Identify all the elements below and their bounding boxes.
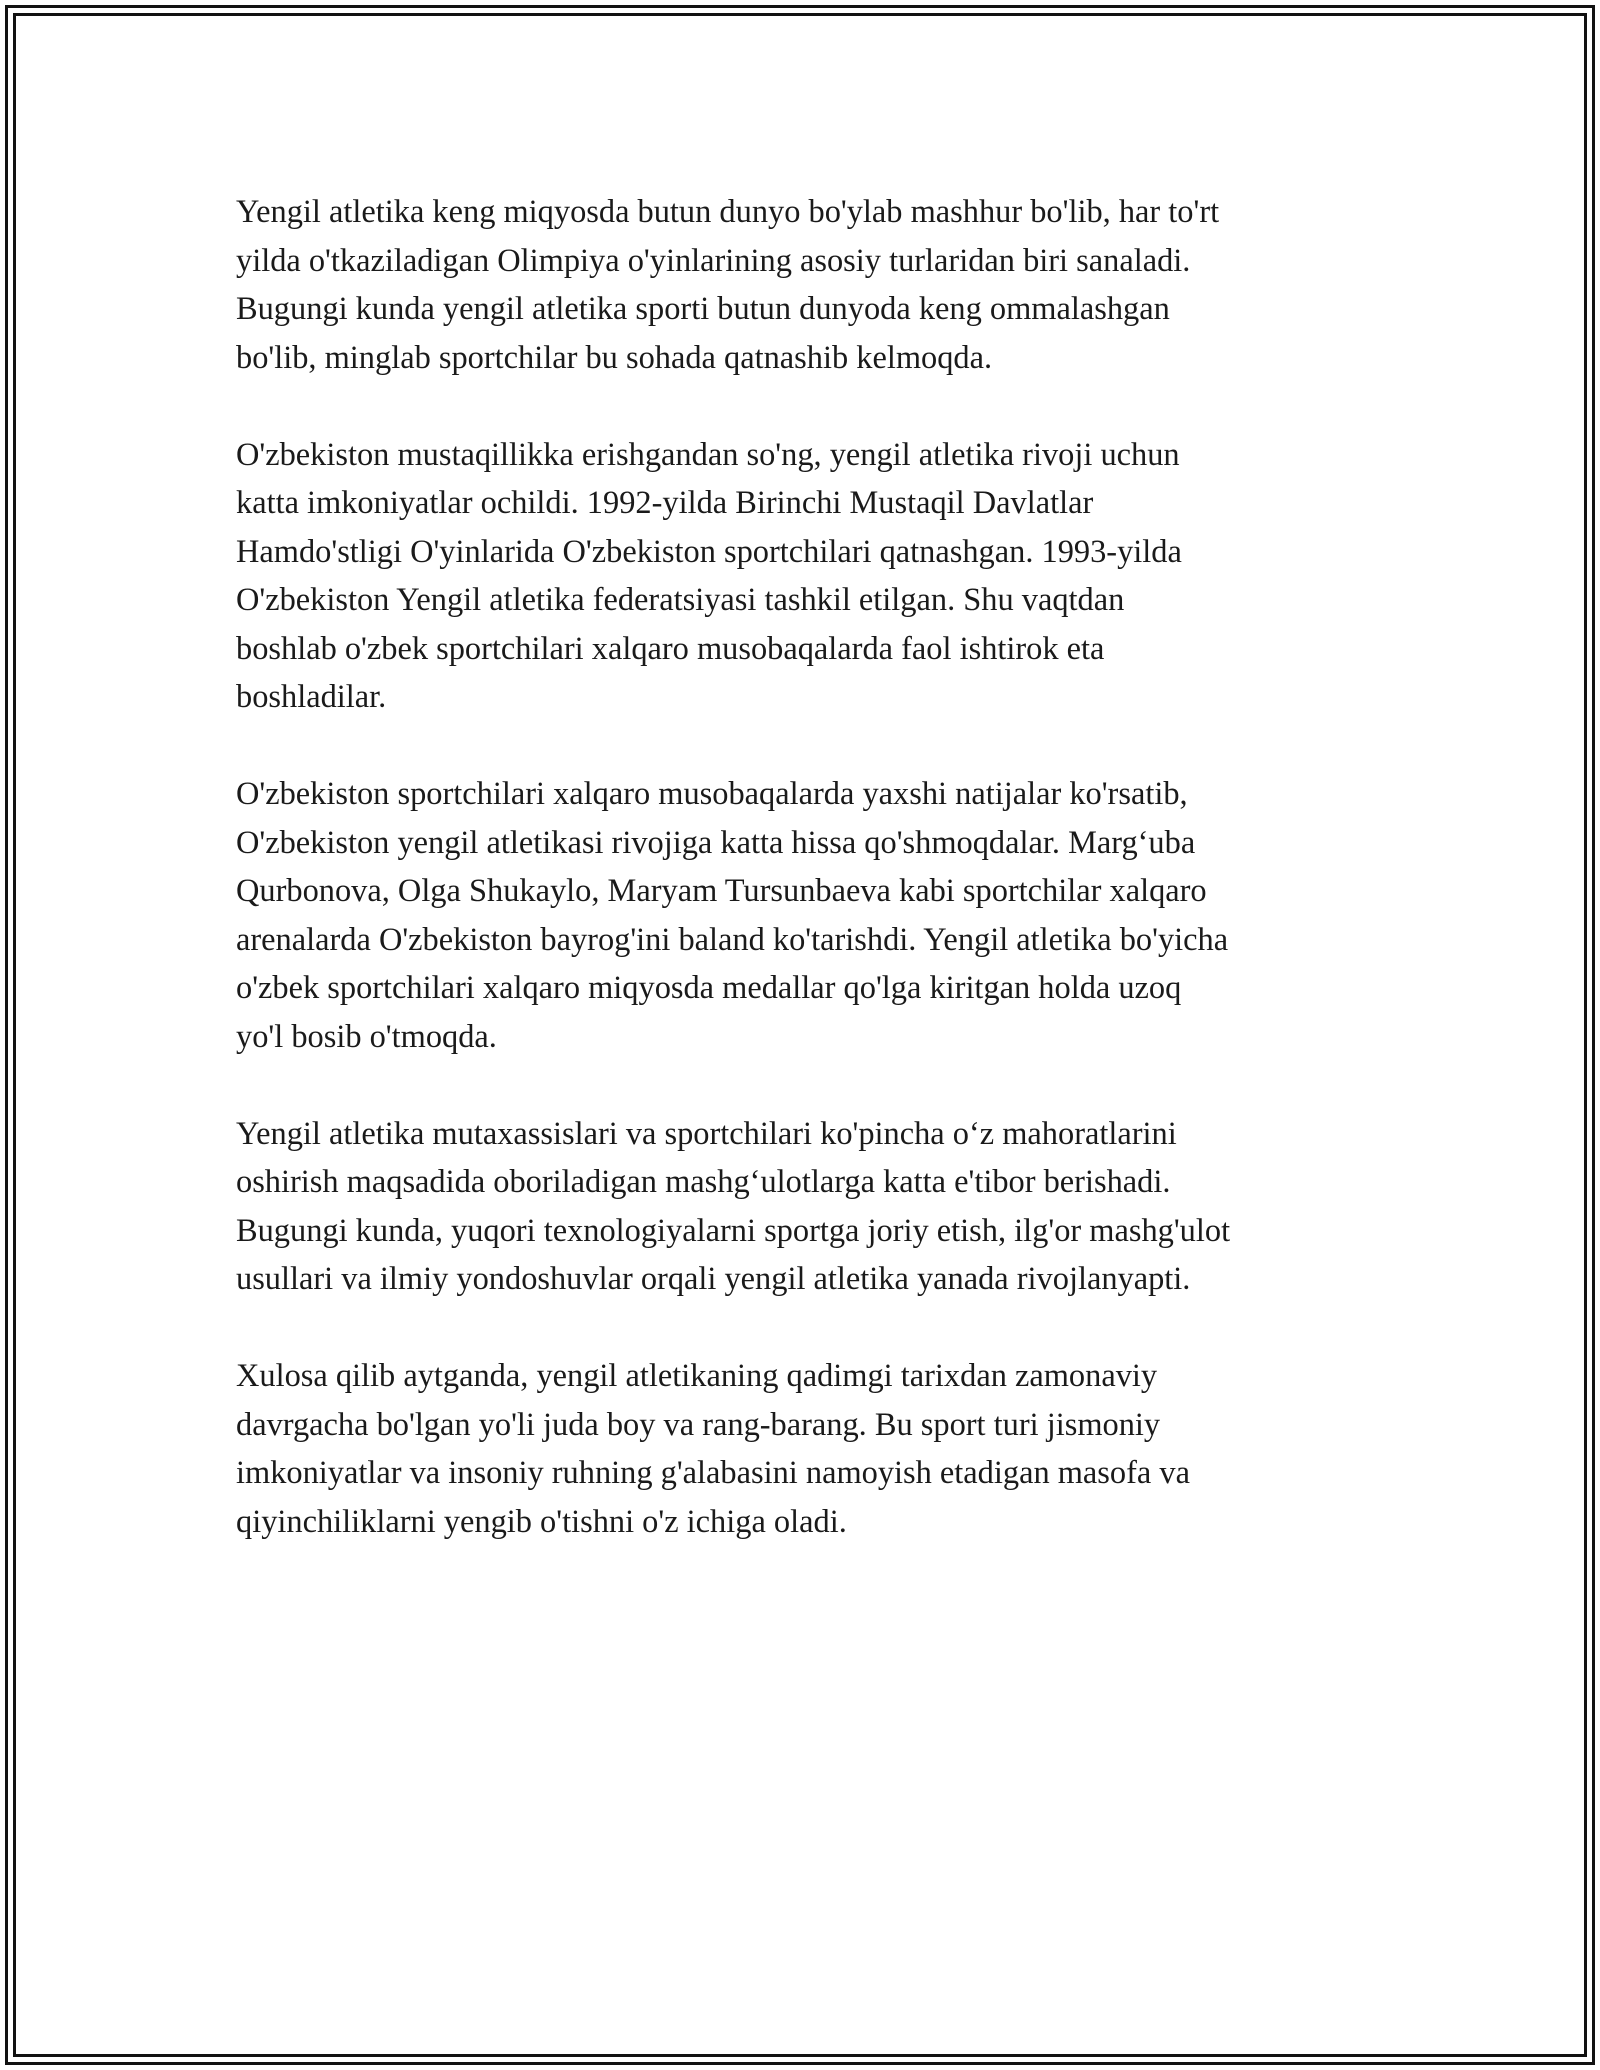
paragraph-line: katta imkoniyatlar ochildi. 1992-yilda Birinchi Mustaqil Davlatlar bbox=[236, 485, 1094, 521]
paragraph-line: arenalarda O'zbekiston bayrog'ini baland ko'tarishdi. Yengil atletika bo'yicha bbox=[236, 921, 1229, 958]
paragraph-4 bbox=[236, 1110, 1372, 1304]
paragraph-line: oshirish maqsadida oboriladigan mashg‘ulotlarga katta e'tibor berishadi. bbox=[236, 1164, 1171, 1200]
paragraph-line: O'zbekiston Yengil atletika federatsiyasi tashkil etilgan. Shu vaqtdan bbox=[236, 582, 1125, 618]
paragraph-line: bo'lib, minglab sportchilar bu sohada qatnashib kelmoqda. bbox=[236, 339, 993, 376]
document-body bbox=[236, 188, 1372, 1595]
paragraph-line: Xulosa qilib aytganda, yengil atletikaning qadimgi tarixdan zamonaviy bbox=[236, 1358, 1158, 1394]
paragraph-line: Qurbonova, Olga Shukaylo, Maryam Tursunbaeva kabi sportchilar xalqaro bbox=[236, 873, 1207, 909]
paragraph-5 bbox=[236, 1352, 1372, 1546]
paragraph-line: Yengil atletika mutaxassislari va sportchilari ko'pincha o‘z mahoratlarini bbox=[236, 1115, 1177, 1152]
paragraph-line: O'zbekiston mustaqillikka erishgandan so'ng, yengil atletika rivoji uchun bbox=[236, 436, 1180, 473]
paragraph-line: Bugungi kunda, yuqori texnologiyalarni sportga joriy etish, ilg'or mashg'ulot bbox=[236, 1212, 1231, 1249]
paragraph-line: O'zbekiston sportchilari xalqaro musobaqalarda yaxshi natijalar ko'rsatib, bbox=[236, 776, 1188, 812]
paragraph-2 bbox=[236, 431, 1372, 722]
paragraph-line: o'zbek sportchilari xalqaro miqyosda medallar qo'lga kiritgan holda uzoq bbox=[236, 970, 1182, 1006]
paragraph-line: yo'l bosib o'tmoqda. bbox=[236, 1018, 497, 1055]
paragraph-line: yilda o'tkaziladigan Olimpiya o'yinlarining asosiy turlaridan biri sanaladi. bbox=[236, 242, 1191, 279]
paragraph-3 bbox=[236, 770, 1372, 1061]
paragraph-line: boshladilar. bbox=[236, 679, 387, 715]
paragraph-line: usullari va ilmiy yondoshuvlar orqali yengil atletika yanada rivojlanyapti. bbox=[236, 1261, 1191, 1297]
paragraph-line: Bugungi kunda yengil atletika sporti butun dunyoda keng ommalashgan bbox=[236, 291, 1170, 327]
paragraph-line: boshlab o'zbek sportchilari xalqaro musobaqalarda faol ishtirok eta bbox=[236, 630, 1105, 667]
paragraph-line: qiyinchiliklarni yengib o'tishni o'z ichiga oladi. bbox=[236, 1503, 847, 1540]
paragraph-line: imkoniyatlar va insoniy ruhning g'alabasini namoyish etadigan masofa va bbox=[236, 1455, 1190, 1491]
paragraph-1 bbox=[236, 188, 1372, 382]
paragraph-line: davrgacha bo'lgan yo'li juda boy va rang-barang. Bu sport turi jismoniy bbox=[236, 1406, 1161, 1443]
paragraph-line: O'zbekiston yengil atletikasi rivojiga katta hissa qo'shmoqdalar. Marg‘uba bbox=[236, 824, 1196, 861]
paragraph-line: Yengil atletika keng miqyosda butun dunyo bo'ylab mashhur bo'lib, har to'rt bbox=[236, 194, 1220, 230]
paragraph-line: Hamdo'stligi O'yinlarida O'zbekiston sportchilari qatnashgan. 1993-yilda bbox=[236, 533, 1182, 570]
